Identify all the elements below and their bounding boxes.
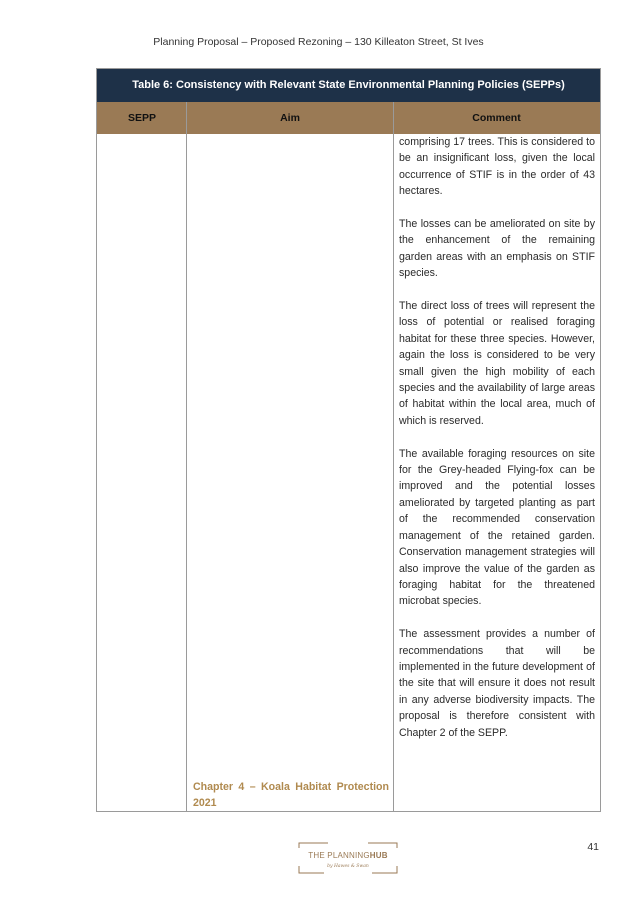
planning-hub-logo [298, 842, 398, 874]
column-header-aim: Aim [280, 112, 300, 124]
logo-tagline: by Hawes & Swan [327, 864, 369, 869]
column-divider [186, 102, 187, 811]
table-title: Table 6: Consistency with Relevant State Environmental Planning Policies (SEPPs) [97, 69, 600, 102]
koala-habitat-chapter-link[interactable]: Chapter 4 – Koala Habitat Protection 2021 [193, 781, 389, 810]
page-header: Planning Proposal – Proposed Rezoning – 130 Killeaton Street, St Ives [153, 36, 484, 48]
table-header-row [97, 102, 600, 134]
column-divider [393, 102, 394, 811]
comment-paragraph: The available foraging resources on site for the Grey-headed Flying-fox can be improved and the potential losses ameliorated by targeted planting as part of the recommended conservation management of the retained garden. Conservation management strategies will also improve the value of the garden as foraging habitat for the threatened microbat species. [399, 447, 595, 608]
page-number: 41 [587, 841, 599, 853]
logo-text: THE PLANNINGHUB [308, 851, 388, 860]
column-header-comment: Comment [472, 112, 521, 124]
comment-paragraph: comprising 17 trees. This is considered to be an insignificant loss, given the local occurrence of STIF is in the order of 43 hectares. [399, 136, 595, 198]
comment-cell [399, 134, 595, 757]
comment-paragraph: The assessment provides a number of recommendations that will be implemented in the future development of the site that will ensure it does not result in any adverse biodiversity impacts. The proposal is therefore consistent with Chapter 2 of the SEPP. [399, 628, 595, 739]
column-header-sepp: SEPP [127, 112, 156, 124]
comment-paragraph: The losses can be ameliorated on site by the enhancement of the remaining garden areas with an emphasis on STIF species. [399, 218, 595, 280]
comment-paragraph: The direct loss of trees will represent the loss of potential or realised foraging habitat for these three species. However, again the loss is considered to be very small given the high mobility of each species and the availability of large areas of habitat within the local area, much of which is reserved. [399, 300, 595, 427]
sepp-consistency-table [96, 68, 601, 812]
